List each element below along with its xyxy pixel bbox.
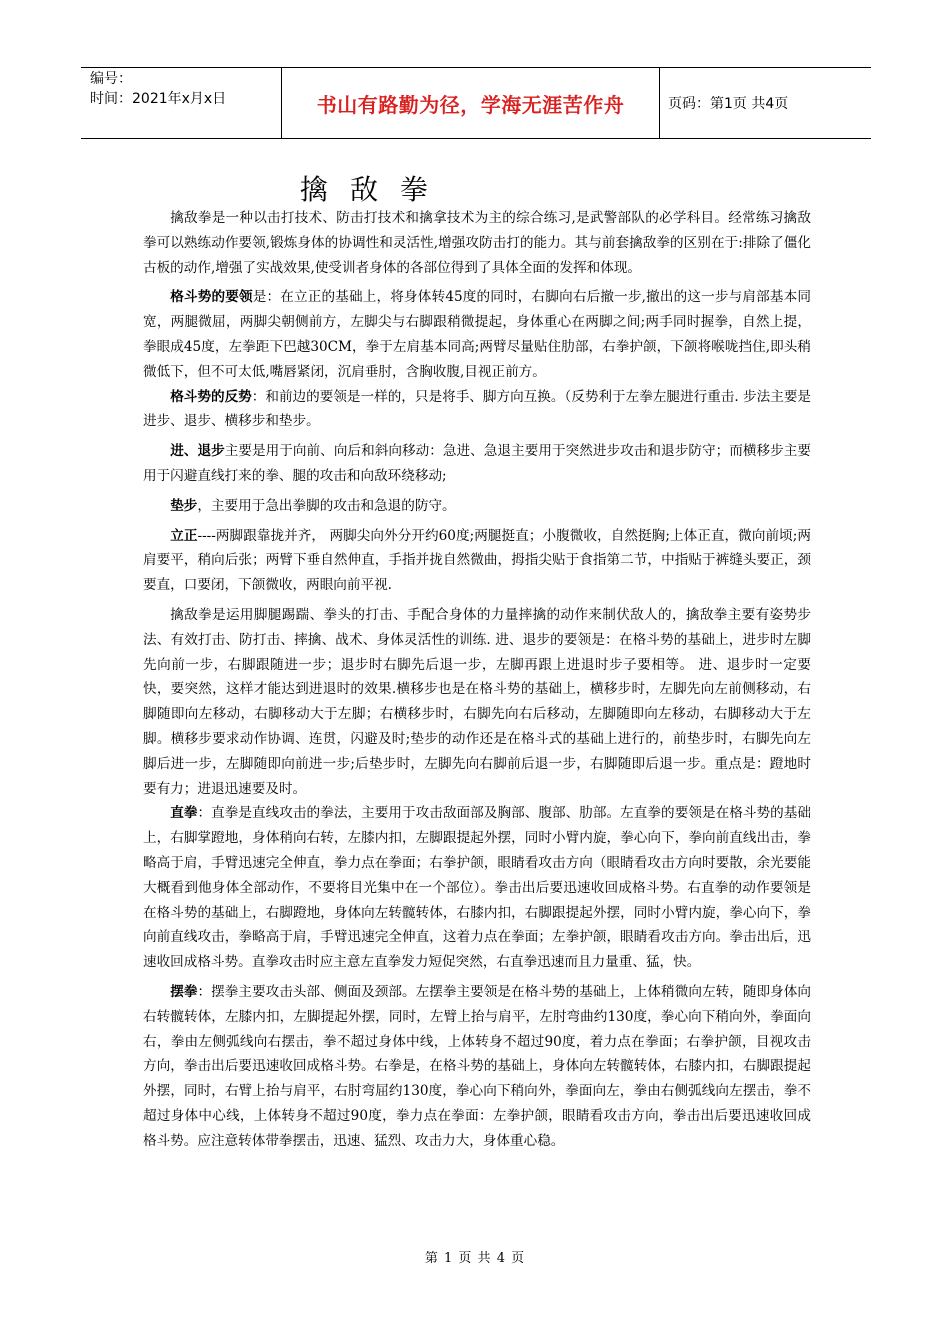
paragraph-lead: 格斗势的反势 [170,388,252,405]
paragraph-lead: 立正 [170,527,198,544]
paragraph-intro: 擒敌拳是一种以击打技术、防击打技术和擒拿技术为主的综合练习,是武警部队的必学科目。经常练习擒敌拳可以熟练动作要领,锻炼身体的协调性和灵活性,增强攻防击打的能力。其与前套擒敌拳的区别在于:排除了僵化古板的动作,增强了实战效果,使受训者身体的各部位得到了具体全面的发挥和体现。 [143,210,811,276]
paragraph-advance-retreat: 进、退步主要是用于向前、向后和斜向移动：急进、急退主要用于突然进步攻击和退步防守；而横移步主要用于闪避直线打来的拳、腿的攻击和向敌环绕移动; [143,443,812,484]
paragraph-attention: 立正----两脚跟靠拢并齐， 两脚尖向外分开约60度;两腿挺直；小腹微收，自然挺胸;上体正直，微向前顷;两肩要平，稍向后张；两臂下垂自然伸直，手指并拢自然微曲，拇指尖贴于食指第二节，中指贴于裤缝头要正，颈要直，口要闭，下颌微收，两眼向前平视. [143,527,811,594]
paragraph-lead: 进、退步 [170,443,225,460]
motto: 书山有路勤为径，学海无涯苦作舟 [316,92,625,117]
paragraph-lead: 垫步 [170,497,198,514]
paragraph-reverse-stance: 格斗势的反势：和前边的要领是一样的，只是将手、脚方向互换。（反势利于左拳左腿进行重击. 步法主要是进步、退步、横移步和垫步。 [143,388,812,430]
document-number: 编号： [90,71,132,87]
header-motto-cell [282,68,660,138]
header-table [81,67,871,139]
paragraph-pad-step: 垫步，主要用于急出拳脚的攻击和急退的防守。 [170,497,456,514]
paragraph-lead: 摆拳 [170,983,198,1000]
page-info: 页码：第1页 共4页 [668,96,789,112]
document-title: 擒敌拳 [300,173,451,206]
paragraph-fighting-stance: 格斗势的要领是：在立正的基础上，将身体转45度的同时，右脚向右后撤一步,撤出的这一步与肩部基本同宽，两腿微屈，两脚尖朝侧前方，左脚尖与右脚跟稍微提起，身体重心在两脚之间;两手同时握拳，自然上提，拳眼成45度，左拳距下巴越30CM，拳于左肩基本同高;两臂尽量贴住肋部，右拳护颌，下颌将喉咙挡住,即头稍微低下，但不可太低,嘴唇紧闭，沉肩垂肘，含胸收腹,目视正前方。 [143,289,812,380]
document-body [143,206,811,1153]
paragraph-swing-punch: 摆拳：摆拳主要攻击头部、侧面及颈部。左摆拳主要领是在格斗势的基础上，上体稍微向左转，随即身体向右转髋转体，左膝内扣，左脚提起外摆，同时，左臂上抬与肩平，左肘弯曲约130度，拳心向下稍向外，拳面向右，拳由左侧弧线向右摆击，拳不超过身体中线，上体转身不超过90度，着力点在拳面；右拳护颌，目视攻击方向，拳击出后要迅速收回成格斗势。右拳是，在格斗势的基础上，身体向左转髋转体，右膝内扣，右脚跟提起外摆，同时，右臂上抬与肩平，右肘弯屈约130度，拳心向下稍向外，拳面向左，拳由右侧弧线向左摆击，拳不超过身体中心线，上体转身不超过90度，拳力点在拳面：左拳护颌，眼睛看攻击方向，拳击出后要迅速收回成格斗势。应注意转体带拳摆击，迅速、猛烈、攻击力大，身体重心稳。 [143,983,812,1149]
header-page-cell [660,68,871,138]
paragraph-lead: 直拳 [170,805,198,822]
page-footer: 第 1 页 共 4 页 [424,1251,526,1266]
paragraph-overview: 擒敌拳是运用脚腿踢踹、拳头的打击、手配合身体的力量摔擒的动作来制伏敌人的，擒敌拳主要有姿势步法、有效打击、防打击、摔擒、战术、身体灵活性的训练. 进、退步的要领是：在格斗势的基础上，进步时左脚先向前一步，右脚跟随进一步；退步时右脚先后退一步，左脚再跟上进退时步子要相等。 进、退步时一定要快，要突然，这样才能达到进退时的效果.横移步也是在格斗势的基础上，横移步时，左脚先向左前侧移动，右脚随即向左移动，右脚移动大于左脚；右横移步时，右脚先向右后移动，左脚随即向左移动，右脚移动大于左脚。横移步要求动作协调、连贯，闪避及时;垫步的动作还是在格斗式的基础上进行的，前垫步时，右脚先向左脚后进一步，左脚随即向前进一步;后垫步时，左脚先向右脚前后退一步，右脚随即后退一步。重点是：蹬地时要有力；进退迅速要及时。 [143,606,811,797]
header-meta-cell [81,68,282,138]
paragraph-lead: 格斗势的要领 [170,289,253,306]
document-date: 时间：2021年x月x日 [90,91,227,107]
paragraph-straight-punch: 直拳：直拳是直线攻击的拳法，主要用于攻击敌面部及胸部、腹部、肋部。左直拳的要领是在格斗势的基础上，右脚掌蹬地，身体稍向右转，左膝内扣，左脚跟提起外摆，同时小臂内旋，拳心向下，拳向前直线出击，拳略高于肩，手臂迅速完全伸直，拳力点在拳面；右拳护颌，眼睛看攻击方向（眼睛看攻击方向时要散，余光要能大概看到他身体全部动作，不要将目光集中在一个部位）。拳击出后要迅速收回成格斗势。右直拳的动作要领是在格斗势的基础上，右脚蹬地，身体向左转髋转体，右膝内扣，右脚跟提起外摆，同时小臂内旋，拳心向下，拳向前直线攻击，拳略高于肩，手臂迅速完全伸直，这着力点在拳面；左拳护颌，眼睛看攻击方向。拳击出后，迅速收回成格斗势。直拳攻击时应主意左直拳发力短促突然，右直拳迅速而且力量重、猛，快。 [143,805,812,971]
